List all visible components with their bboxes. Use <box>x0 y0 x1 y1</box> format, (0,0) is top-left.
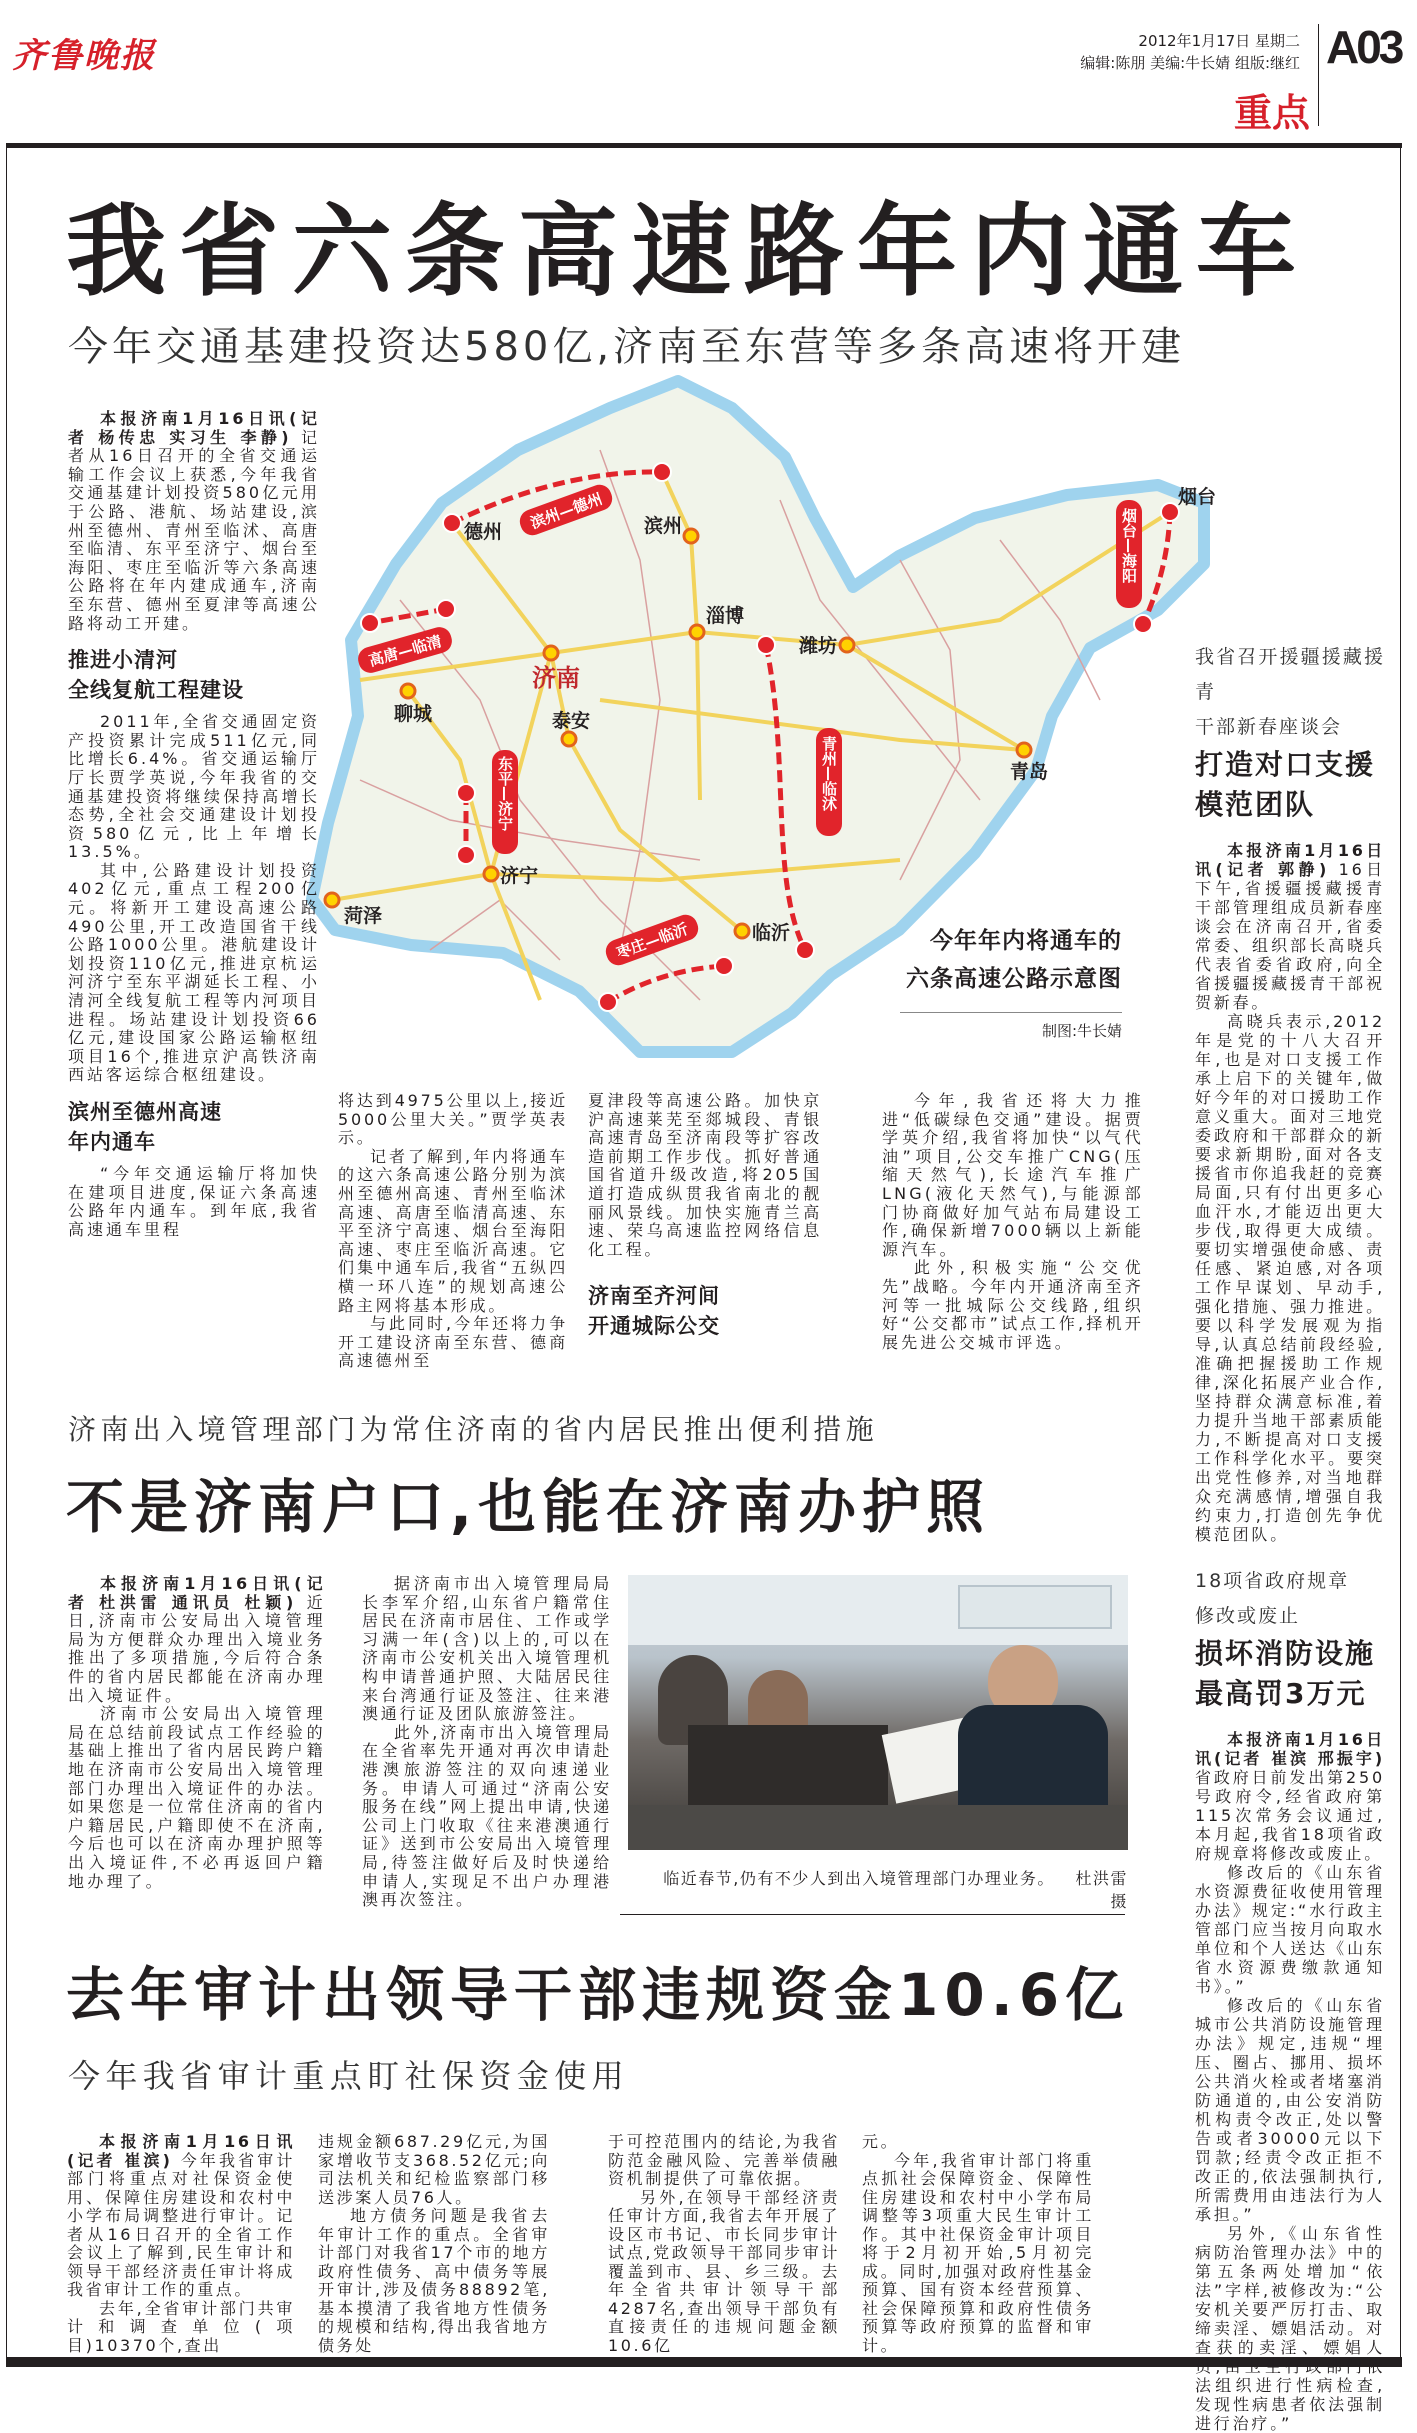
sidebar2-headline-line1: 损坏消防设施 <box>1195 1637 1376 1670</box>
article3-byline: 本报济南1月16日讯(记者 崔滨) <box>67 2132 295 2170</box>
article1-subhead: 今年交通基建投资达580亿,济南至东营等多条高速将开建 <box>68 324 1186 370</box>
article1-lead <box>68 410 320 633</box>
sidebar1-headline <box>1195 745 1385 825</box>
article1-paragraph: 此外,积极实施“公交优先”战略。今年内开通济南至齐河等一批城际公交线路,组织好“公交都市”试点工作,择机开展先进公交城市评选。 <box>882 1258 1144 1352</box>
article2-headline: 不是济南户口,也能在济南办护照 <box>66 1473 991 1541</box>
newspaper-logo: 齐鲁晚报 <box>12 36 156 76</box>
sidebar2-byline: 本报济南1月16日讯(记者 崔滨 邢振宇) <box>1195 1730 1385 1768</box>
article3-lead-text: 今年我省审计部门将重点对社保资金使用、保障住房建设和农村中小学布局调整进行审计。记者从16日召开的全省工作会议上了解到,民生审计和领导干部经济责任审计将成我省审计工作的重点。 <box>67 2150 295 2299</box>
photo-caption <box>640 1866 1128 1912</box>
article2-paragraph: 济南市公安局出入境管理局在总结前段试点工作经验的基础上推出了省内居民跨户籍地在济南市公安局出入境管理部门办理出入境证件的办法。如果您是一位常住济南的省内户籍居民,户籍即使不在济南,今后也可以在济南办理护照等出入境证件,不必再返回户籍地办理了。 <box>68 1704 326 1891</box>
city-label-binzhou: 滨州 <box>643 515 682 537</box>
sidebar2-paragraph: 修改后的《山东省水资源费征收使用管理办法》规定:“水行政主管部门应当按月向取水单位和个人送达《山东省水资源费缴款通知书》。” <box>1195 1863 1385 1996</box>
sidebar1-headline-line2: 模范团队 <box>1195 788 1316 821</box>
article1-paragraph: 夏津段等高速公路。加快京沪高速莱芜至郯城段、青银高速青岛至济南段等扩容改造前期工作步伐。抓好普通国省道升级改造,将205国道打造成纵贯我省南北的靓丽风景线。加快实施青兰高速、荣乌高速监控网络信息化工程。 <box>588 1091 822 1259</box>
article2-column2 <box>362 1575 612 1910</box>
city-label-linyi: 临沂 <box>752 922 791 944</box>
article3-paragraph: 去年,全省审计部门共审计和调查单位(项目)10370个,查出 <box>67 2298 295 2355</box>
city-label-yantai: 烟台 <box>1178 486 1217 508</box>
bottom-rule <box>6 2357 1402 2367</box>
editors-credit: 编辑:陈朋 美编:牛长婧 组版:继红 <box>1080 54 1300 72</box>
article2-byline: 本报济南1月16日讯(记者 杜洪雷 通讯员 杜颖) <box>68 1574 326 1612</box>
section-label: 重点 <box>1233 91 1310 135</box>
article1-paragraph: 与此同时,今年还将力争开工建设济南至东营、德商高速德州至 <box>338 1314 568 1371</box>
article3-lead <box>67 2133 295 2300</box>
sidebar1-kicker-line1: 我省召开援疆援藏援青 <box>1195 646 1385 703</box>
article1-column3 <box>588 1092 822 1341</box>
article1-paragraph: “今年交通运输厅将加快在建项目进度,保证六条高速公路年内通车。到年底,我省高速通车里程 <box>68 1164 320 1239</box>
sidebar1-headline-line1: 打造对口支援 <box>1195 748 1376 781</box>
sidebar2-headline <box>1195 1634 1385 1714</box>
sidebar-story1 <box>1195 640 1385 1544</box>
photo-caption-text: 临近春节,仍有不少人到出入境管理部门办理业务。 <box>663 1869 1055 1888</box>
map-title <box>900 922 1122 998</box>
sidebar2-lead <box>1195 1730 1385 1863</box>
city-label-jining: 济宁 <box>500 865 539 887</box>
article1-subheading2a: 滨州至德州高速 <box>68 1100 222 1124</box>
route-label-binzhou-dezhou: 滨州—德州 <box>528 489 605 533</box>
article3-paragraph: 今年,我省审计部门将重点抓社会保障资金、保障性住房建设和农村中小学布局调整等3项重大民生审计工作。其中社保资金审计项目将于2月初开始,5月初完成。同时,加强对政府性基金预算、国有资本经营预算、社会保障预算和政府性债务预算等政府预算的监督和审计。 <box>862 2150 1094 2355</box>
sidebar1-lead <box>1195 841 1385 1012</box>
news-photo <box>628 1575 1128 1850</box>
sidebar2-headline-line2: 最高罚3万元 <box>1195 1677 1367 1710</box>
article3-paragraph: 地方债务问题是我省去年审计工作的重点。全省审计部门对我省17个市的地方政府性债务、高中债务等展开审计,涉及债务88892笔,基本摸清了我省地方性债务的规模和结构,得出我省地方债务处 <box>318 2206 550 2355</box>
article1-subheading3b: 开通城际公交 <box>588 1314 720 1339</box>
article3-paragraph: 元。 <box>862 2132 900 2151</box>
article1-paragraph: 2011年,全省交通固定资产投资累计完成511亿元,同比增长6.4%。省交通运输厅厅长贾学英说,今年我省的交通基建投资将继续保持高增长态势,全社会交通建设计划投资580亿元,比上年增长13.5%。 <box>68 712 320 862</box>
map-title-line1: 今年年内将通车的 <box>930 928 1122 954</box>
article1-column2 <box>338 1092 568 1371</box>
sidebar2-kicker-line1: 18项省政府规章 <box>1195 1570 1350 1592</box>
map-title-line2: 六条高速公路示意图 <box>906 966 1122 992</box>
article3-headline: 去年审计出领导干部违规资金10.6亿 <box>66 1961 1130 2029</box>
sidebar1-kicker-line2: 干部新春座谈会 <box>1195 716 1343 738</box>
sidebar1-paragraph: 高晓兵表示,2012年是党的十八大召开年,也是对口支援工作承上启下的关键年,做好今年的对口援助工作意义重大。面对三地党委政府和干部群众的新要求新期盼,面对各支援省市你追我赶的竞赛局面,只有付出更多心血汗水,才能迈出更大步伐,取得更大成绩。要切实增强使命感、责任感、紧迫感,对各项工作早谋划、早动手,强化措施、强力推进。要以科学发展观为指导,认真总结前段经验,准确把握援助工作规律,深化拓展产业合作,坚持群众满意标准,着力提升当地干部素质能力,不断提高对口支援工作科学化水平。要突出党性修养,对当地群众充满感情,增强自我约束力,打造创先争优模范团队。 <box>1195 1012 1385 1544</box>
article1-lead-text: 记者从16日召开的全省交通运输工作会议上获悉,今年我省交通基建计划投资580亿元用于公路、港航、场站建设,滨州至德州、青州至临沭、高唐至临清、东平至济宁、烟台至海阳、枣庄至临沂等六条高速公路将在年内建成通车,济南至东营、德州至夏津等高速公路将动工开建。 <box>68 427 320 633</box>
article2-lead <box>68 1575 326 1705</box>
article1-column1 <box>68 410 320 1239</box>
route-label-qingzhou-linshu: 青州—临沭 <box>820 736 838 811</box>
article2-paragraph: 据济南市出入境管理局局长李军介绍,山东省户籍常住居民在济南市居住、工作或学习满一年(含)以上的,可以在济南市公安机关出入境管理机构申请普通护照、大陆居民往来台湾通行证及签注、往来港澳通行证及团队旅游签注。 <box>362 1574 612 1724</box>
city-label-qingdao: 青岛 <box>1010 761 1049 783</box>
article1-column4 <box>882 1092 1144 1352</box>
city-label-jinan: 济南 <box>532 664 580 692</box>
sidebar-story2 <box>1195 1564 1385 2433</box>
article3-column2 <box>318 2133 550 2355</box>
route-label-dongping-jining: 东平—济宁 <box>496 756 514 831</box>
sidebar-column <box>1195 640 1385 2433</box>
city-label-zibo: 淄博 <box>706 605 745 627</box>
article3-column3 <box>608 2133 840 2355</box>
article1-paragraph: 其中,公路建设计划投资402亿元,重点工程200亿元。将新开工建设高速公路490公里,开工改造国省干线公路1000公里。港航建设计划投资110亿元,推进京杭运河济宁至东平湖延长工程、小清河全线复航工程等内河项目进程。场站建设计划投资66亿元,建设国家公路运输枢纽项目16个,推进京沪高铁济南西站客运综合枢纽建设。 <box>68 860 320 1085</box>
article3-column4 <box>862 2133 1094 2355</box>
article3-subhead: 今年我省审计重点盯社保资金使用 <box>68 2057 630 2095</box>
article2-paragraph: 此外,济南市出入境管理局在全省率先开通对再次申请赴港澳旅游签注的双向速递业务。申请人可通过“济南公安服务在线”网上提出申请,快递公司上门收取《往来港澳通行证》送到市公安局出入境管理局,待签注做好后及时快递给申请人,实现足不出户办理港澳再次签注。 <box>362 1722 612 1910</box>
city-label-dezhou: 德州 <box>464 521 503 543</box>
photo-credit: 杜洪雷 摄 <box>1075 1869 1128 1911</box>
route-label-zaozhuang-linyi: 枣庄—临沂 <box>614 919 691 963</box>
route-label-yantai-haiyang: 烟台—海阳 <box>1120 508 1138 583</box>
city-label-weifang: 潍坊 <box>798 635 837 657</box>
article3-paragraph: 另外,在领导干部经济责任审计方面,我省去年开展了设区市书记、市长同步审计试点,党政领导干部同步审计覆盖到市、县、乡三级。去年全省共审计领导干部4287名,查出领导干部负有直接责任的违规问题金额10.6亿 <box>608 2187 840 2355</box>
caption-divider <box>620 1914 1125 1915</box>
article1-subheading1b: 全线复航工程建设 <box>68 678 244 703</box>
article2-kicker: 济南出入境管理部门为常住济南的省内居民推出便利措施 <box>68 1413 879 1446</box>
issue-date: 2012年1月17日 星期二 <box>1138 32 1300 50</box>
article1-subheading1a: 推进小清河 <box>68 648 178 673</box>
city-label-heze: 菏泽 <box>344 905 383 927</box>
map-divider <box>900 1012 1122 1013</box>
article1-subheading3a: 济南至齐河间 <box>588 1284 720 1309</box>
article1-subheading2b: 年内通车 <box>68 1130 156 1154</box>
sidebar2-paragraph: 修改后的《山东省城市公共消防设施管理办法》规定,违规“埋压、圈占、挪用、损坏公共消火栓或者堵塞消防通道的,由公安消防机构责令改正,处以警告或者30000元以下罚款;经责令改正拒不改正的,依法强制执行,所需费用由违法行为人承担。” <box>1195 1996 1385 2224</box>
sidebar2-lead-text: 省政府日前发出第250号政府令,经省政府第115次常务会议通过,本月起,我省18项省政府规章将修改或废止。 <box>1195 1768 1385 1863</box>
map-credit: 制图:牛长婧 <box>1041 1022 1122 1040</box>
sidebar2-paragraph: 另外,《山东省性病防治管理办法》中的第五条两处增加“依法”字样,被修改为:“公安机关要严厉打击、取缔卖淫、嫖娼活动。对查获的卖淫、嫖娼人员,由卫生行政部门依法组织进行性病检查,发现性病患者依法强制进行治疗。” <box>1195 2224 1385 2433</box>
sidebar1-lead-text: 16日下午,省援疆援藏援青干部管理组成员新春座谈会在济南召开,省委常委、组织部长高晓兵代表省委省政府,向全省援疆援藏援青干部祝贺新春。 <box>1195 860 1385 1012</box>
article1-headline: 我省六条高速路年内通车 <box>66 193 1309 310</box>
route-label-gaotang-linqing: 高唐—临清 <box>366 631 444 670</box>
sidebar1-byline: 本报济南1月16日讯(记者 郭静) <box>1195 841 1385 879</box>
city-label-taian: 泰安 <box>552 710 591 732</box>
article2-lead-text: 近日,济南市公安局出入境管理局为方便群众办理出入境业务推出了多项措施,今后符合条件的省内居民都能在济南办理出入境证件。 <box>68 1592 326 1705</box>
article3-column1 <box>67 2133 295 2355</box>
article3-paragraph: 违规金额687.29亿元,为国家增收节支368.52亿元;向司法机关和纪检监察部门移送涉案人员76人。 <box>318 2132 550 2207</box>
article2-column1 <box>68 1575 326 1891</box>
article3-paragraph: 于可控范围内的结论,为我省防范金融风险、完善举债融资机制提供了可靠依据。 <box>608 2132 840 2188</box>
page-number: A03 <box>1326 21 1402 73</box>
city-label-liaocheng: 聊城 <box>394 703 433 725</box>
article1-byline: 本报济南1月16日讯(记者 杨传忠 实习生 李静) <box>68 409 320 447</box>
article1-paragraph: 记者了解到,年内将通车的这六条高速公路分别为滨州至德州高速、青州至临沭高速、高唐至临清高速、东平至济宁高速、烟台至海阳高速、枣庄至临沂高速。它们集中通车后,我省“五纵四横一环八连”的规划高速公路主网将基本形成。 <box>338 1146 568 1315</box>
article1-paragraph: 将达到4975公里以上,接近5000公里大关。”贾学英表示。 <box>338 1091 568 1148</box>
sidebar2-kicker-line2: 修改或废止 <box>1195 1605 1301 1627</box>
article1-paragraph: 今年,我省还将大力推进“低碳绿色交通”建设。据贾学英介绍,我省将加快“以气代油”项目,公交车推广CNG(压缩天然气),长途汽车推广LNG(液化天然气),与能源部门协商做好加气站布局建设工作,确保新增7000辆以上新能源汽车。 <box>882 1091 1144 1259</box>
